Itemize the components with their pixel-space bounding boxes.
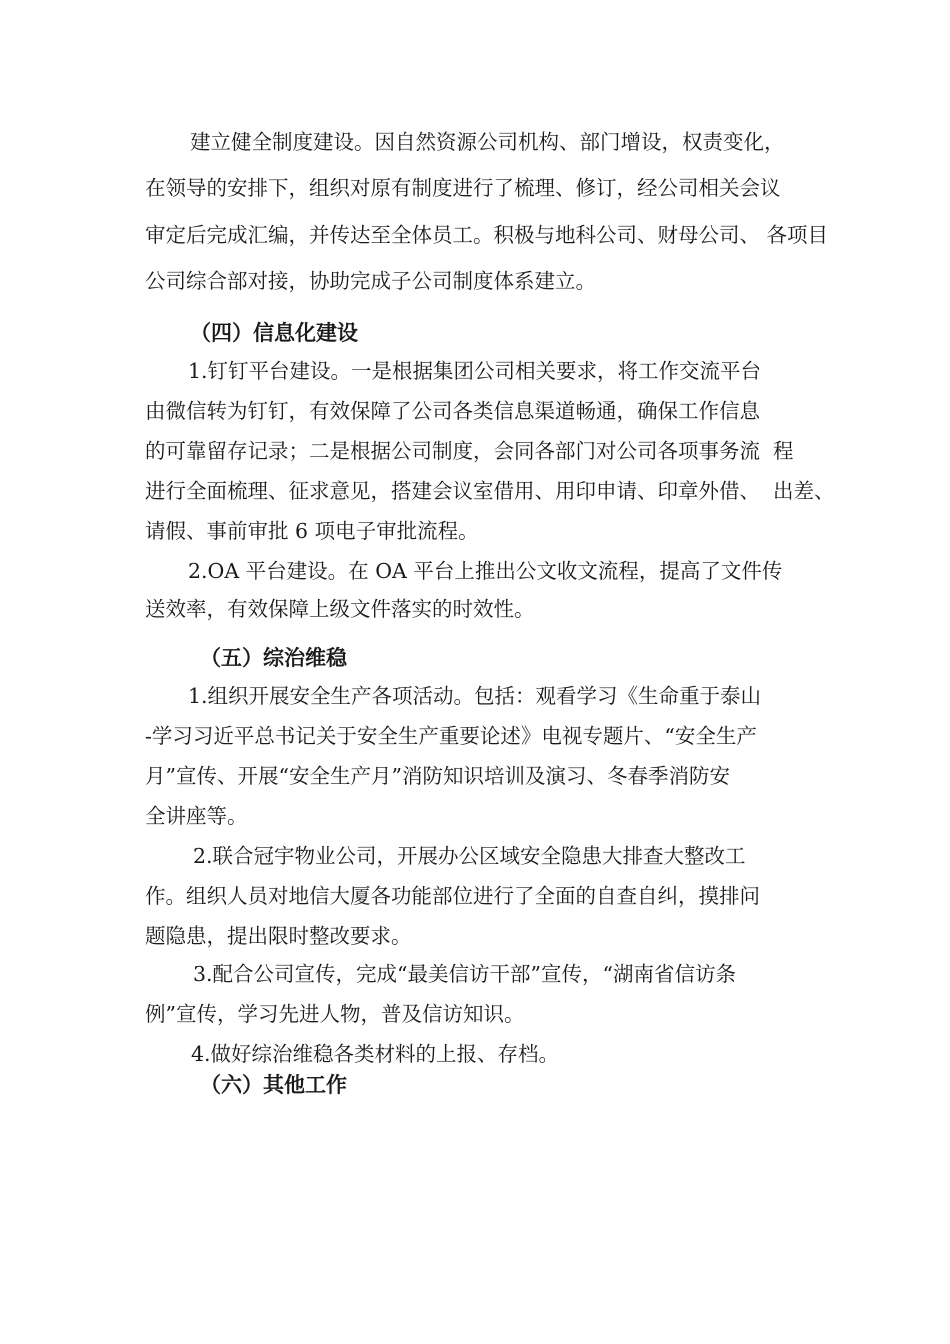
paragraph-line: 2.OA 平台建设。在 OA 平台上推出公文收文流程，提高了文件传 <box>188 559 783 583</box>
paragraph-line: 送效率，有效保障上级文件落实的时效性。 <box>145 597 535 621</box>
paragraph-line: 建立健全制度建设。因自然资源公司机构、部门增设，权责变化， <box>190 130 785 154</box>
paragraph-line: 题隐患，提出限时整改要求。 <box>145 924 412 948</box>
paragraph-line: 公司综合部对接，协助完成子公司制度体系建立。 <box>145 269 596 293</box>
paragraph-line: 1.组织开展安全生产各项活动。包括：观看学习《生命重于泰山 <box>188 684 762 708</box>
paragraph-line: 由微信转为钉钉，有效保障了公司各类信息渠道畅通，确保工作信息 <box>145 399 760 423</box>
section-heading: （五）综治维稳 <box>200 646 347 670</box>
paragraph-line: 进行全面梳理、征求意见，搭建会议室借用、用印申请、印章外借、 出差、 <box>145 479 835 503</box>
paragraph-line: 例”宣传，学习先进人物，普及信访知识。 <box>145 1002 525 1026</box>
paragraph-line: 在领导的安排下，组织对原有制度进行了梳理、修订，经公司相关会议 <box>145 176 781 200</box>
paragraph-line: 作。组织人员对地信大厦各功能部位进行了全面的自查自纠，摸排问 <box>145 884 760 908</box>
paragraph-line: 月”宣传、开展“安全生产月”消防知识培训及演习、冬春季消防安 <box>145 764 730 788</box>
paragraph-line: 2.联合冠宇物业公司，开展办公区域安全隐患大排查大整改工 <box>193 844 746 868</box>
section-heading: （四）信息化建设 <box>190 321 358 345</box>
paragraph-line: -学习习近平总书记关于安全生产重要论述》电视专题片、“安全生产 <box>145 724 757 748</box>
paragraph-line: 的可靠留存记录；二是根据公司制度，会同各部门对公司各项事务流 程 <box>145 439 794 463</box>
paragraph-line: 3.配合公司宣传，完成“最美信访干部”宣传，“湖南省信访条 <box>193 962 736 986</box>
section-heading: （六）其他工作 <box>200 1073 347 1097</box>
paragraph-line: 1.钉钉平台建设。一是根据集团公司相关要求，将工作交流平台 <box>188 359 762 383</box>
paragraph-line: 审定后完成汇编，并传达至全体员工。积极与地科公司、财母公司、 各项目 <box>145 223 829 247</box>
paragraph-line: 全讲座等。 <box>145 804 248 828</box>
paragraph-line: 4.做好综治维稳各类材料的上报、存档。 <box>191 1042 560 1066</box>
paragraph-line: 请假、事前审批 6 项电子审批流程。 <box>145 519 479 543</box>
